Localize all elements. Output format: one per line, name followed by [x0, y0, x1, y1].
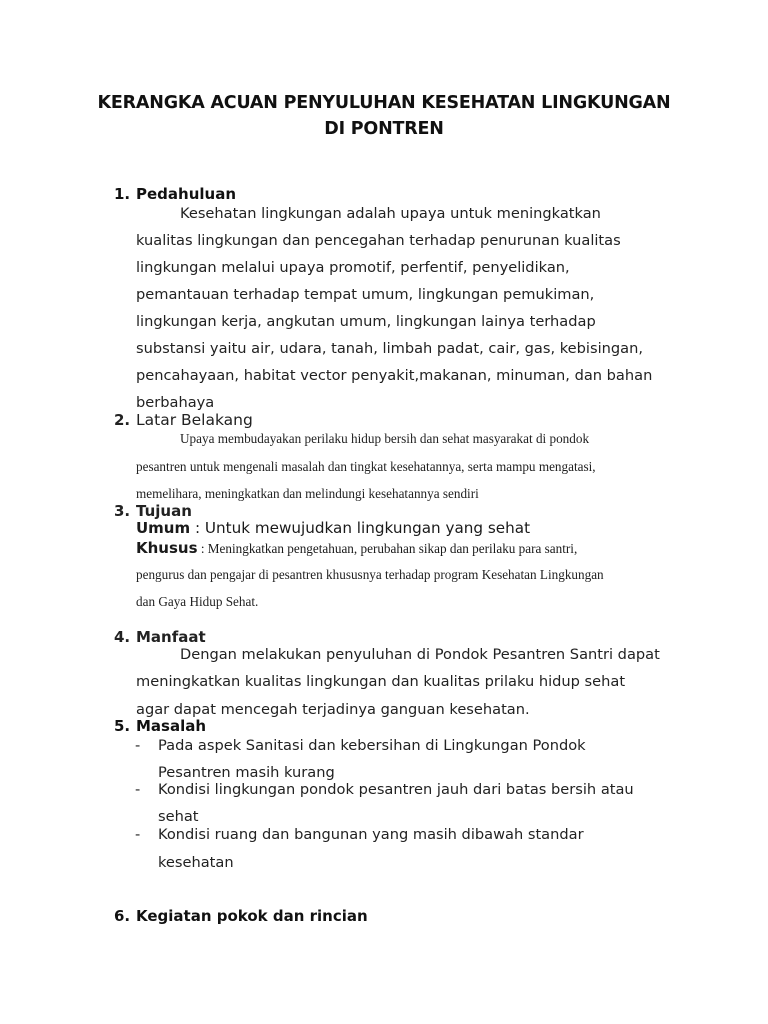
section-number: 2. — [114, 411, 131, 429]
list-item-line: Pada aspek Sanitasi dan kebersihan di Lingkungan Pondok — [158, 737, 586, 754]
section-number: 6. — [114, 907, 131, 925]
paragraph-line: pengurus dan pengajar di pesantren khususnya terhadap program Kesehatan Lingkungan — [136, 567, 604, 582]
section-number: 3. — [114, 502, 131, 520]
khusus-label: Khusus — [136, 539, 198, 557]
list-item-line: Kondisi ruang dan bangunan yang masih dibawah standar — [158, 826, 584, 843]
paragraph-line: pesantren untuk mengenali masalah dan tingkat kesehatannya, serta mampu mengatasi, — [136, 459, 596, 474]
paragraph-line: lingkungan melalui upaya promotif, perfentif, penyelidikan, — [136, 259, 570, 276]
section-number: 1. — [114, 185, 131, 203]
paragraph-line: memelihara, meningkatkan dan melindungi kesehatannya sendiri — [136, 486, 479, 501]
section-title: Kegiatan pokok dan rincian — [136, 907, 368, 925]
tujuan-umum — [136, 519, 530, 538]
section-number: 5. — [114, 717, 131, 735]
document-title-line-1: KERANGKA ACUAN PENYULUHAN KESEHATAN LINGKUNGAN — [97, 93, 671, 113]
paragraph-line: Kesehatan lingkungan adalah upaya untuk meningkatkan — [180, 205, 601, 222]
section-title: Masalah — [136, 717, 207, 735]
section-number: 4. — [114, 628, 131, 646]
paragraph-line: dan Gaya Hidup Sehat. — [136, 594, 259, 609]
list-item-line: Kondisi lingkungan pondok pesantren jauh dari batas bersih atau — [158, 781, 634, 798]
paragraph-line: lingkungan kerja, angkutan umum, lingkungan lainya terhadap — [136, 313, 596, 330]
section-title: Tujuan — [136, 502, 192, 520]
paragraph-line: Dengan melakukan penyuluhan di Pondok Pesantren Santri dapat — [180, 646, 660, 663]
bullet-dash: - — [135, 781, 141, 798]
paragraph-line: pemantauan terhadap tempat umum, lingkungan pemukiman, — [136, 286, 595, 303]
document-title-line-2: DI PONTREN — [324, 119, 444, 139]
section-title: Latar Belakang — [136, 411, 253, 429]
list-item-line: Pesantren masih kurang — [158, 764, 335, 781]
paragraph-line: pencahayaan, habitat vector penyakit,makanan, minuman, dan bahan — [136, 367, 653, 384]
tujuan-khusus — [136, 539, 577, 558]
paragraph-line: berbahaya — [136, 394, 215, 411]
section-title: Pedahuluan — [136, 185, 237, 203]
section-title: Manfaat — [136, 628, 206, 646]
umum-text: : Untuk mewujudkan lingkungan yang sehat — [190, 519, 531, 537]
paragraph-line: kualitas lingkungan dan pencegahan terhadap penurunan kualitas — [136, 232, 621, 249]
bullet-dash: - — [135, 737, 141, 754]
paragraph-line: agar dapat mencegah terjadinya ganguan kesehatan. — [136, 701, 530, 718]
bullet-dash: - — [135, 826, 141, 843]
list-item-line: kesehatan — [158, 854, 234, 871]
khusus-text: : Meningkatkan pengetahuan, perubahan sikap dan perilaku para santri, — [197, 541, 578, 556]
paragraph-line: meningkatkan kualitas lingkungan dan kualitas prilaku hidup sehat — [136, 673, 626, 690]
umum-label: Umum — [136, 519, 191, 537]
list-item-line: sehat — [158, 808, 199, 825]
paragraph-line: substansi yaitu air, udara, tanah, limbah padat, cair, gas, kebisingan, — [136, 340, 643, 357]
paragraph-line: Upaya membudayakan perilaku hidup bersih dan sehat masyarakat di pondok — [180, 431, 590, 446]
